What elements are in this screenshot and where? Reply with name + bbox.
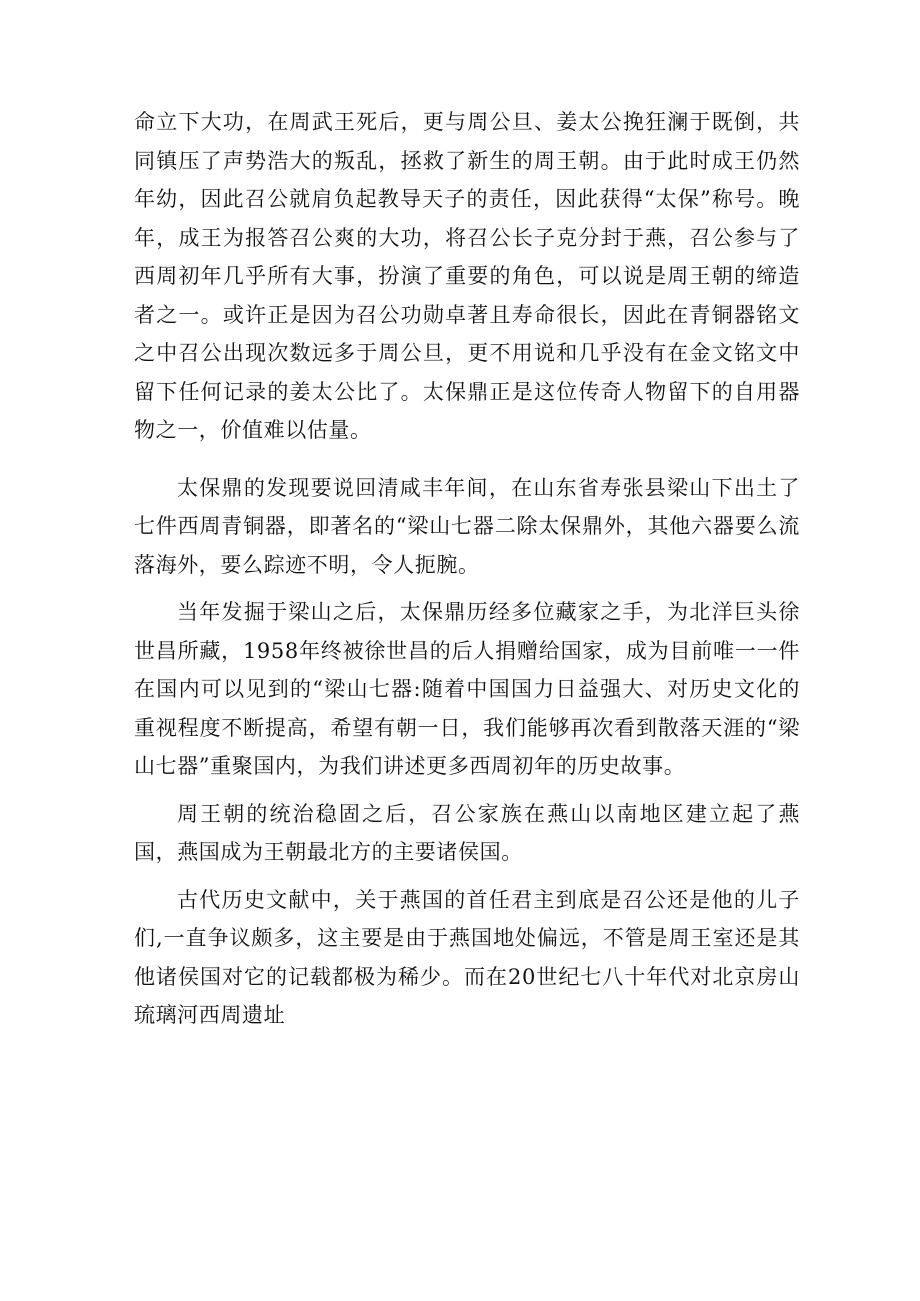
paragraph-taibao-ding-discovery: 太保鼎的发现要说回清咸丰年间，在山东省寿张县梁山下出土了七件西周青铜器，即著名的“梁山七器二除太保鼎外，其他六器要么流落海外，要么踪迹不明，令人扼腕。 [134,475,800,577]
paragraph-duke-shao-biography: 命立下大功，在周武王死后，更与周公旦、姜太公挽狂澜于既倒，共同镇压了声势浩大的叛乱，拯救了新生的周王朝。由于此时成王仍然年幼，因此召公就肩负起教导天子的责任，因此获得“太保”称号。晚年，成王为报答召公爽的大功，将召公长子克分封于燕，召公参与了西周初年几乎所有大事，扮演了重要的角色，可以说是周王朝的缔造者之一。或许正是因为召公功勋卓著且寿命很长，因此在青铜器铭文之中召公出现次数远多于周公旦，更不用说和几乎没有在金文铭文中留下任何记录的姜太公比了。太保鼎正是这位传奇人物留下的自用器物之一，价值难以估量。 [134,110,800,442]
document-body [134,103,800,1035]
paragraph-yan-first-ruler: 古代历史文献中，关于燕国的首任君主到底是召公还是他的儿子们,一直争议颇多，这主要是由于燕国地处偏远，不管是周王室还是其他诸侯国对它的记载都极为稀少。而在20世纪七八十年代对北京房山琉璃河西周遗址 [134,887,800,1027]
paragraph-taibao-ding-collection: 当年发掘于梁山之后，太保鼎历经多位藏家之手，为北洋巨头徐世昌所藏，1958年终被徐世昌的后人捐赠给国家，成为目前唯一一件在国内可以见到的“梁山七器:随着中国国力日益强大、对历史文化的重视程度不断提高，希望有朝一日，我们能够再次看到散落天涯的“梁山七器”重聚国内，为我们讲述更多西周初年的历史故事。 [134,600,800,778]
paragraph-yan-state-founding: 周王朝的统治稳固之后，召公家族在燕山以南地区建立起了燕国，燕国成为王朝最北方的主要诸侯国。 [134,801,800,864]
